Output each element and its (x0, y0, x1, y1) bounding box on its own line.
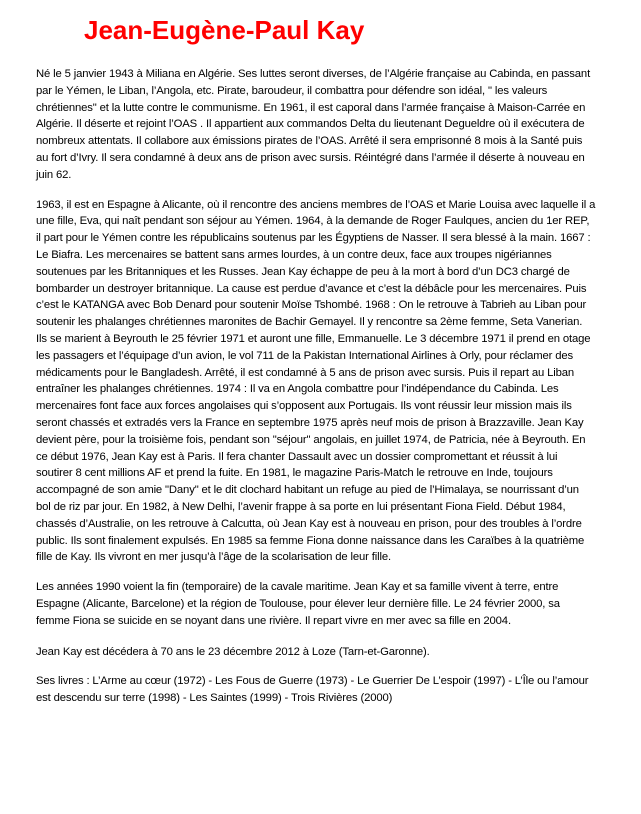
paragraph-mercenary-career: 1963, il est en Espagne à Alicante, où il rencontre des anciens membres de l’OAS et Marie Louisa avec laquelle il a une fille, Eva, qui naît pendant son séjour au Yémen. 1964, à la demande de Roger Faulques, ancien du 1er REP, il part pour le Yémen contre les républicains soutenus par les Égyptiens de Nasser. Il sera blessé à la main. 1667 : Le Biafra. Les mercenaires se battent sans armes lourdes, à un contre deux, face aux troupes nigériannes soutenues par les Britanniques et les Russes. Jean Kay échappe de peu à la mort à bord d’un DC3 chargé de bombarder un destroyer britannique. La cause est perdue d’avance et c’est la débâcle pour les mercenaires. Puis c’est le KATANGA avec Bob Denard pour soutenir Moïse Tshombé. 1968 : On le retrouve à Tabrieh au Liban pour soutenir les phalanges chrétiennes maronites de Bachir Gemayel. Il y rencontre sa 2ème femme, Seta Vanerian. Ils se marient à Beyrouth le 25 février 1971 et auront une fille, Emmanuelle. Le 3 décembre 1971 il prend en otage les passagers et l’équipage d’un avion, le vol 711 de la Pakistan International Airlines à Orly, pour réclamer des médicaments pour le Bangladesh. Arrêté, il est condamné à 5 ans de prison avec sursis. Puis il repart au Liban entraîner les phalanges chrétiennes. 1974 : Il va en Angola combattre pour l’indépendance du Cabinda. Les mercenaires font face aux forces angolaises qui s’opposent aux Portugais. Ils vont réussir leur mission mais ils seront chassés et extradés vers la France en septembre 1975 après neuf mois de prison à Brazzaville. Jean Kay devient père, pour la troisième fois, pendant son "séjour" angolais, en juillet 1974, de Patricia, née à Beyrouth. En ce début 1976, Jean Kay est à Paris. Il fera chanter Dassault avec un dossier compromettant et réussit à lui soutirer 8 cent millions AF et prend la fuite. En 1981, le magazine Paris-Match le retrouve en Inde, toujours accompagné de son amie "Dany" et le dit clochard habitant un refuge au pied de l’Himalaya, se nourrissant d’un bol de riz par jour. En 1982, à New Delhi, l’avenir frappe à sa porte en lui présentant Fiona Field. Début 1984, chassés d’Australie, on les retrouve à Calcutta, où Jean Kay est à nouveau en prison, pour des troubles à l’ordre public. Ils sont finalement expulsés. En 1985 sa femme Fiona donne naissance dans les Caraïbes à la quatrième fille de Kay. Ils vivront en mer jusqu’à l’âge de la scolarisation de leur fille. (36, 198, 596, 564)
paragraph-death: Jean Kay est décédera à 70 ans le 23 décembre 2012 à Loze (Tarn-et-Garonne). (36, 645, 430, 658)
paragraph-1990s: Les années 1990 voient la fin (temporaire) de la cavale maritime. Jean Kay et sa famille vivent à terre, entre Espagne (Alicante, Barcelone) et la région de Toulouse, pour élever leur dernière fille. Le 24 février 2000, sa femme Fiona se suicide en se noyant dans une rivière. Il repart vivre en mer avec sa fille en 2004. (36, 581, 560, 627)
article-body (36, 66, 596, 720)
paragraph-books: Ses livres : L’Arme au cœur (1972) - Les Fous de Guerre (1973) - Le Guerrier De L’espoir (1997) - L’Île ou l’amour est descendu sur terre (1998) - Les Saintes (1999) - Trois Rivières (2000) (36, 675, 589, 705)
paragraph-birth-oas: Né le 5 janvier 1943 à Miliana en Algérie. Ses luttes seront diverses, de l’Algérie française au Cabinda, en passant par le Yémen, le Liban, l’Angola, etc. Pirate, baroudeur, il combattra pour défendre son idéal, " les valeurs chrétiennes" et la lutte contre le communisme. En 1961, il est caporal dans l’armée française à Maison-Carrée en Algérie. Il déserte et rejoint l’OAS . Il appartient aux commandos Delta du lieutenant Degueldre où il exécutera de nombreux attentats. Il collabore aux émissions pirates de l’OAS. Arrêté il sera emprisonné 8 mois à la Santé puis au fort d’Ivry. Il sera condamné à deux ans de prison avec sursis. Réintégré dans l’armée il déserte à nouveau en juin 62. (36, 68, 591, 181)
page-title: Jean-Eugène-Paul Kay (84, 15, 365, 45)
